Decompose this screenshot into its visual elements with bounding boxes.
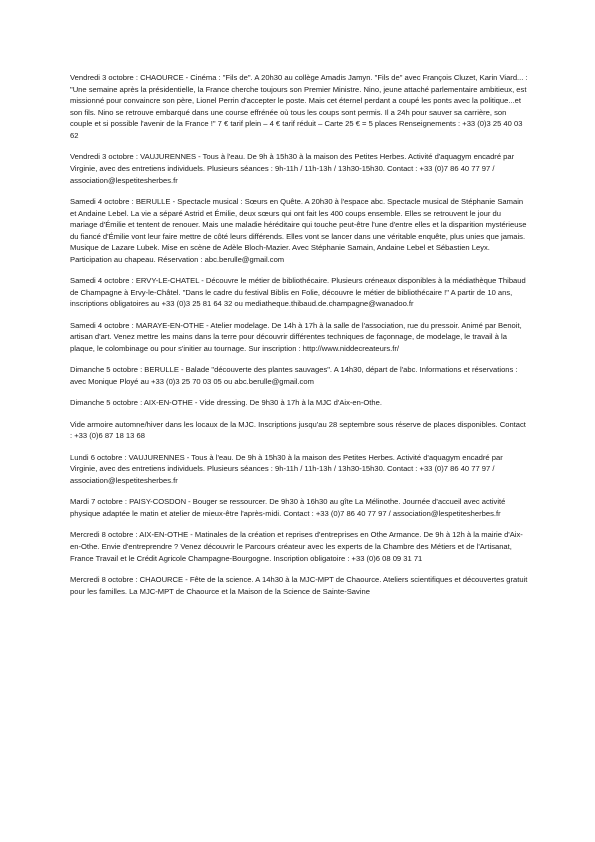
event-text: Samedi 4 octobre : ERVY-LE-CHATEL - Découvre le métier de bibliothécaire. Plusieurs créneaux disponibles à la médiathèque Thibaud de Champagne à Ervy-le-Châtel. "Dans le cadre du festival Biblis en Folie, découvre le métier de bibliothécaire !" A partir de 10 ans, inscriptions obligatoires au +33 (0)3 25 81 64 32 ou mediatheque.thibaud.de.champagne@wanadoo.fr xyxy=(70,276,526,309)
event-entry xyxy=(70,275,528,310)
event-entry xyxy=(70,452,528,487)
event-entry xyxy=(70,151,528,186)
event-text: Lundi 6 octobre : VAUJURENNES - Tous à l'eau. De 9h à 15h30 à la maison des Petites Herbes. Activité d'aquagym encadré par Virginie, avec des entretiens individuels. Plusieurs séances : 9h-11h / 11h-13h / 13h30-15h30. Contact : +33 (0)7 86 40 77 97 / association@lespetitesherbes.fr xyxy=(70,452,503,485)
event-entry xyxy=(70,529,528,564)
event-entry xyxy=(70,320,528,355)
event-text: Mardi 7 octobre : PAISY-COSDON - Bouger se ressourcer. De 9h30 à 16h30 au gîte La Mélinothe. Journée d'accueil avec activité physique adaptée le matin et atelier de mieux-être l'après-midi. Contact : +33 (0)7 86 40 77 97 / association@lespetitesherbes.fr xyxy=(70,497,506,518)
event-entry xyxy=(70,397,528,409)
document-page xyxy=(70,72,528,607)
event-text: Samedi 4 octobre : MARAYE-EN-OTHE - Atelier modelage. De 14h à 17h à la salle de l'association, rue du pressoir. Animé par Benoit, artisan d'art. Venez mettre les mains dans la terre pour découvrir différentes techniques de façonnage, de modelage, le travail à la plaque, le colombinage ou pour s'initier au tournage. Sur inscription : http://www.niddecreateurs.fr/ xyxy=(70,320,522,354)
event-entry xyxy=(70,574,528,597)
event-text: Dimanche 5 octobre : BERULLE - Balade "découverte des plantes sauvages". A 14h30, départ de l'abc. Informations et réservations : avec Monique Ployé au +33 (0)3 25 70 03 05 ou abc.berulle@gmail.com xyxy=(70,365,518,387)
event-entry xyxy=(70,419,528,442)
event-text: Vendredi 3 octobre : VAUJURENNES - Tous à l'eau. De 9h à 15h30 à la maison des Petites Herbes. Activité d'aquagym encadré par Virginie, avec des entretiens individuels. Plusieurs séances : 9h-11h / 11h-13h / 13h30-15h30. Contact : +33 (0)7 86 40 77 97 / association@lespetitesherbes.fr xyxy=(70,152,515,185)
event-entry xyxy=(70,196,528,266)
event-text: Vide armoire automne/hiver dans les locaux de la MJC. Inscriptions jusqu'au 28 septembre sous réserve de places disponibles. Contact : +33 (0)6 87 18 13 68 xyxy=(70,419,526,441)
event-entry xyxy=(70,72,528,142)
event-text: Mercredi 8 octobre : AIX-EN-OTHE - Matinales de la création et reprises d'entreprises en Othe Armance. De 9h à 12h à la mairie d'Aix-en-Othe. Envie d'entreprendre ? Venez découvrir le Parcours créateur avec les experts de la Chambre des Métiers et de l'Artisanat, France Travail et le Crédit Agricole Champagne-Bourgogne. Inscription obligatoire : +33 (0)6 08 09 31 71 xyxy=(70,530,523,563)
event-text: Samedi 4 octobre : BERULLE - Spectacle musical : Sœurs en Quête. A 20h30 à l'espace abc. Spectacle musical de Stéphanie Samain et Andaine Lebel. La vie a séparé Astrid et Émilie, deux sœurs qui ont fait les 400 coups ensemble. Elles se retrouvent le jour du mariage d'Émilie et tentent de renouer. Mais une maladie héréditaire qui touche peut-être l'une d'entre elles et la disparition mystérieuse du fiancé d'Émilie vont leur faire mettre de côté leurs différends. Elles vont se lancer dans une véritable enquête, plus unies que jamais. Musique de Lazare Lubek. Mise en scène de Adèle Bloch-Mazier. Avec Stéphanie Samain, Andaine Lebel et Sébastien Leyx. Participation au chapeau. Réservation : abc.berulle@gmail.com xyxy=(70,196,527,264)
event-entry xyxy=(70,496,528,519)
event-text: Mercredi 8 octobre : CHAOURCE - Fête de la science. A 14h30 à la MJC-MPT de Chaource. Ateliers scientifiques et découvertes gratuit pour les familles. La MJC-MPT de Chaource et la Maison de la Science de Sainte-Savine xyxy=(70,574,528,596)
event-text: Dimanche 5 octobre : AIX-EN-OTHE - Vide dressing. De 9h30 à 17h à la MJC d'Aix-en-Othe. xyxy=(70,398,382,408)
event-entry xyxy=(70,364,528,387)
event-text: Vendredi 3 octobre : CHAOURCE - Cinéma : "Fils de". A 20h30 au collège Amadis Jamyn. "Fils de" avec François Cluzet, Karin Viard... : "Une semaine après la présidentielle, la France cherche toujours son Premier Ministre. Nino, jeune attaché parlementaire ambitieux, est missionné pour convaincre son père, Lionel Perrin d'accepter le poste. Mais cet éternel perdant a coupé les ponts avec la politique...et son fils. Nino se retrouve embarqué dans une course effrénée où tous les coups sont permis. Il a 24h pour sauver sa carrière, son couple et si possible l'avenir de la France !" 7 € tarif plein – 4 € tarif réduit – Carte 25 € = 5 places Renseignements : +33 (0)3 25 40 03 62 xyxy=(70,73,528,140)
